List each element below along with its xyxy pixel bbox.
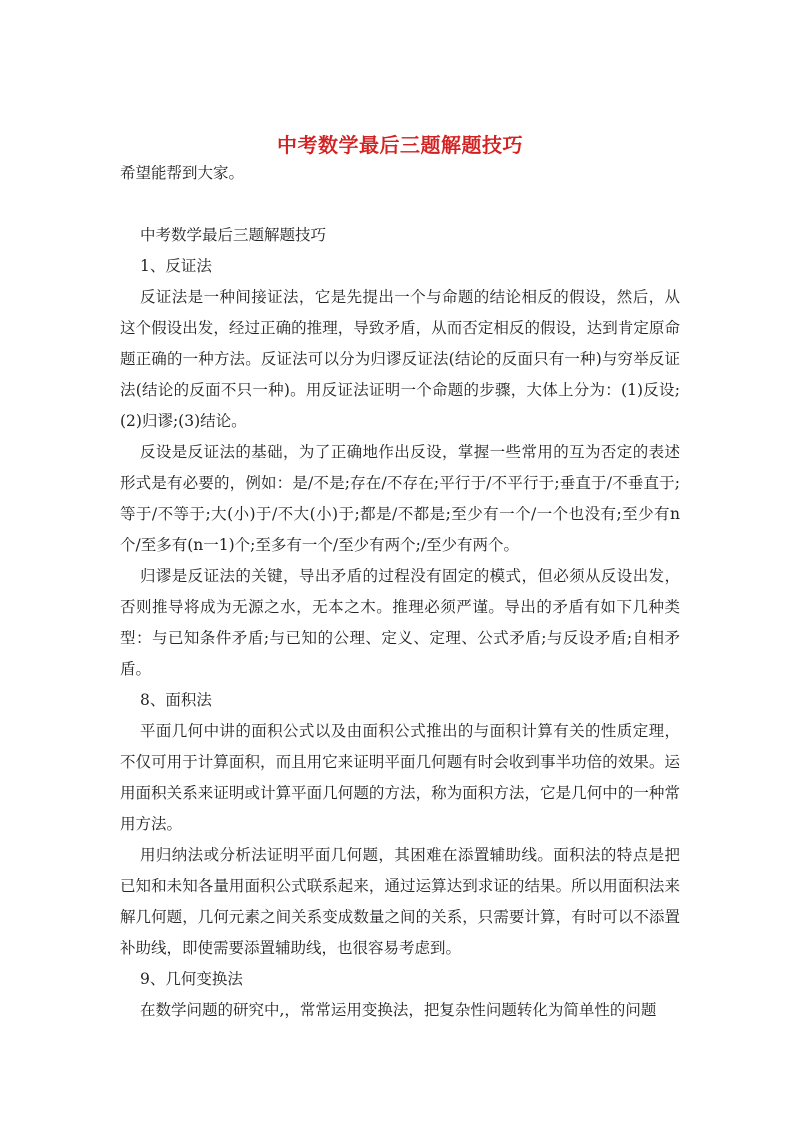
intro-text: 希望能帮到大家。 (120, 164, 245, 182)
paragraph-contradiction-assumption: 反设是反证法的基础，为了正确地作出反设，掌握一些常用的互为否定的表述形式是有必要的，例如：是/不是;存在/不存在;平行于/不平行于;垂直于/不垂直于;等于/不等于;大(小)于/不大(小)于;都是/不都是;至少有一个/一个也没有;至少有n个/至多有(n一1)个;至多有一个/至少有两个;/至少有两个。 (120, 443, 680, 554)
paragraph-contradiction-definition: 反证法是一种间接证法，它是先提出一个与命题的结论相反的假设，然后，从这个假设出发，经过正确的推理，导致矛盾，从而否定相反的假设，达到肯定原命题正确的一种方法。反证法可以分为归谬反证法(结论的反面只有一种)与穷举反证法(结论的反面不只一种)。用反证法证明一个命题的步骤，大体上分为：(1)反设;(2)归谬;(3)结论。 (120, 288, 680, 430)
method-heading-area: 8、面积法 (140, 691, 212, 709)
paragraph-area-definition: 平面几何中讲的面积公式以及由面积公式推出的与面积计算有关的性质定理，不仅可用于计算面积，而且用它来证明平面几何题有时会收到事半功倍的效果。运用面积关系来证明或计算平面几何题的方法，称为面积方法，它是几何中的一种常用方法。 (120, 722, 680, 833)
method-heading-contradiction: 1、反证法 (140, 257, 212, 275)
document-body (120, 158, 680, 1026)
method-heading-transformation: 9、几何变换法 (140, 970, 243, 988)
paragraph-transformation: 在数学问题的研究中,，常常运用变换法，把复杂性问题转化为简单性的问题 (140, 1001, 657, 1019)
paragraph-area-features: 用归纳法或分析法证明平面几何题，其困难在添置辅助线。面积法的特点是把已知和未知各量用面积公式联系起来，通过运算达到求证的结果。所以用面积法来解几何题，几何元素之间关系变成数量之间的关系，只需要计算，有时可以不添置补助线，即使需要添置辅助线，也很容易考虑到。 (120, 846, 680, 957)
document-title: 中考数学最后三题解题技巧 (277, 133, 523, 158)
section-heading: 中考数学最后三题解题技巧 (140, 226, 327, 244)
paragraph-contradiction-reduction: 归谬是反证法的关键，导出矛盾的过程没有固定的模式，但必须从反设出发，否则推导将成为无源之水，无本之木。推理必须严谨。导出的矛盾有如下几种类型：与已知条件矛盾;与已知的公理、定义、定理、公式矛盾;与反设矛盾;自相矛盾。 (120, 567, 680, 678)
